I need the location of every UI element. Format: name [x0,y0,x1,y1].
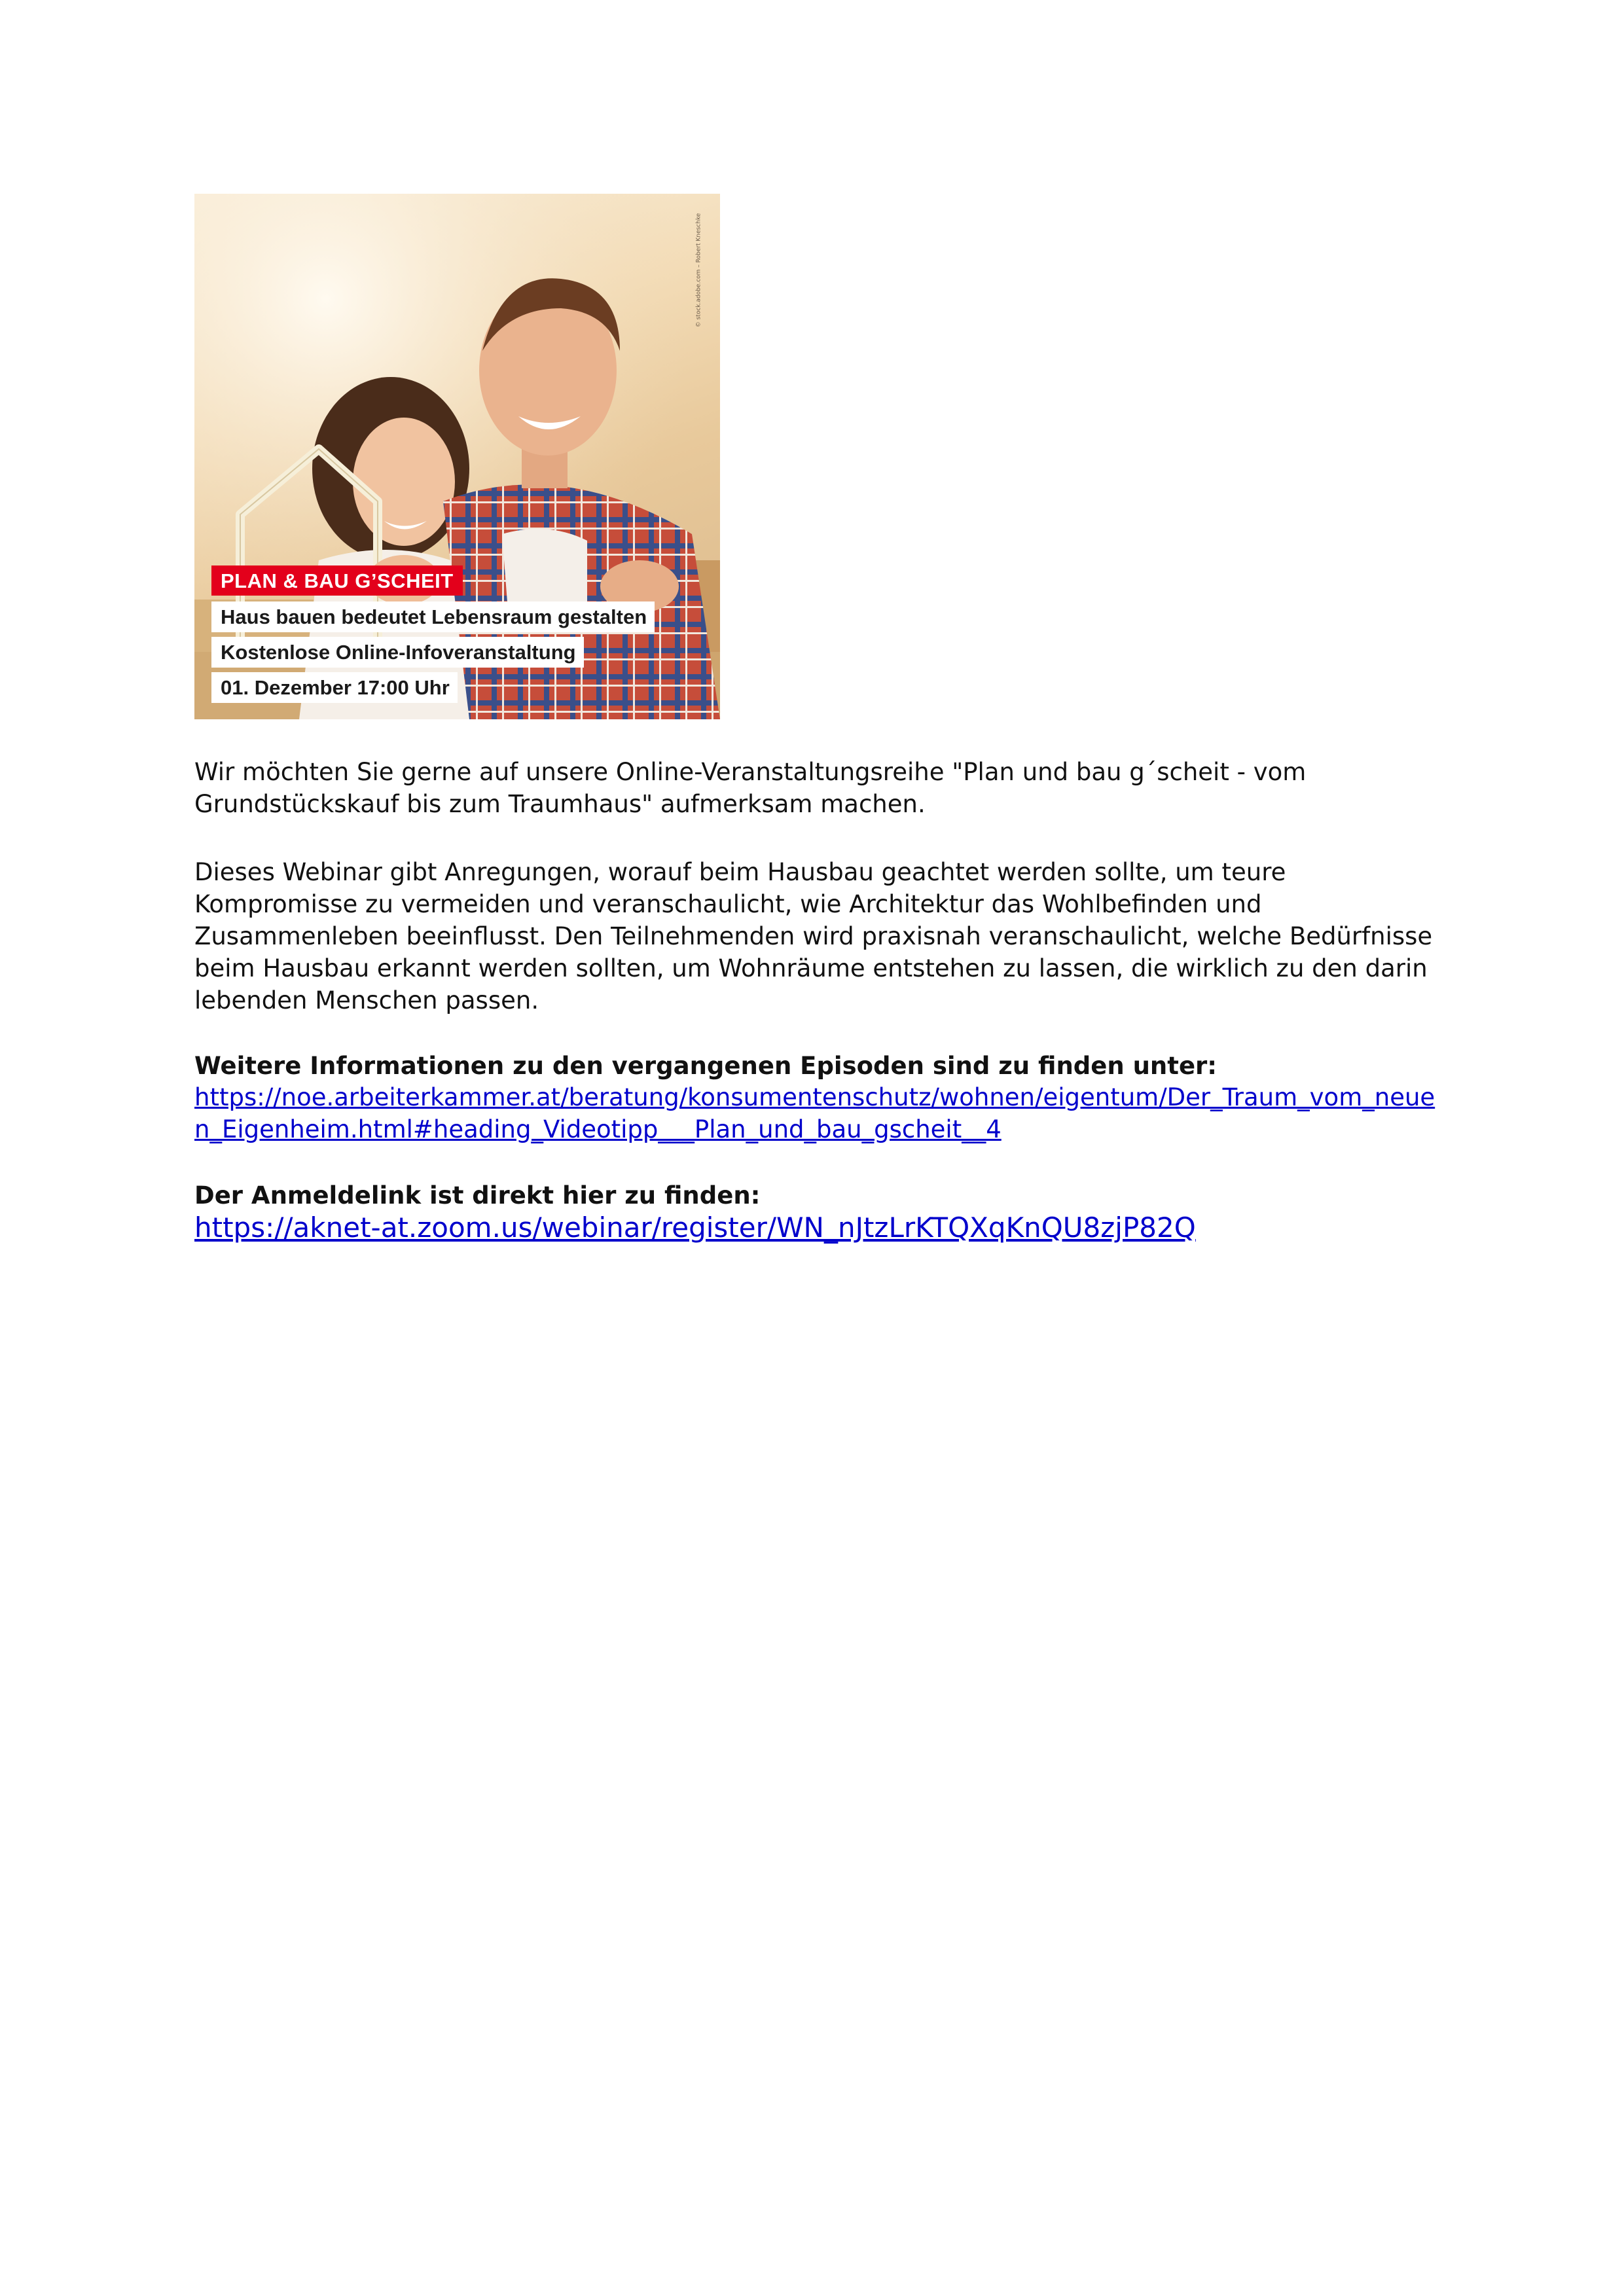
register-heading: Der Anmeldelink ist direkt hier zu finden: [194,1181,761,1210]
intro-paragraph: Wir möchten Sie gerne auf unsere Online-Veranstaltungsreihe "Plan und bau g´scheit - vom Grundstückskauf bis zum Traumhaus" aufmerksam machen. [194,758,1307,818]
banner-date: 01. Dezember 17:00 Uhr [211,672,458,703]
register-link[interactable]: https://aknet-at.zoom.us/webinar/register/WN_nJtzLrKTQXqKnQU8zjP82Q [194,1211,1196,1244]
banner-headline: Haus bauen bedeutet Lebensraum gestalten [211,601,655,632]
description-paragraph: Dieses Webinar gibt Anregungen, worauf beim Hausbau geachtet werden sollte, um teure Kompromisse zu vermeiden und veranschaulicht, wie Architektur das Wohlbefinden und Zusammenleben beeinflusst. Den Teilnehmenden wird praxisnah veranschaulicht, welche Bedürfnisse beim Hausbau erkannt werden sollten, um Wohnräume entstehen zu lassen, die wirklich zu den darin lebenden Menschen passen. [194,858,1433,1014]
photo-credit-text: © stock.adobe.com – Robert Kneschke [695,213,702,328]
brand-tag: PLAN & BAU G’SCHEIT [211,565,463,596]
banner-subline: Kostenlose Online-Infoveranstaltung [211,637,584,668]
info-link[interactable]: https://noe.arbeiterkammer.at/beratung/konsumentenschutz/wohnen/eigentum/Der_Traum_vom_neuen_Eigenheim.html#heading_Videotipp___Plan_und_bau_gscheit__4 [194,1083,1435,1143]
photo-credit [689,208,708,332]
info-heading: Weitere Informationen zu den vergangenen Episoden sind zu finden unter: [194,1052,1218,1080]
